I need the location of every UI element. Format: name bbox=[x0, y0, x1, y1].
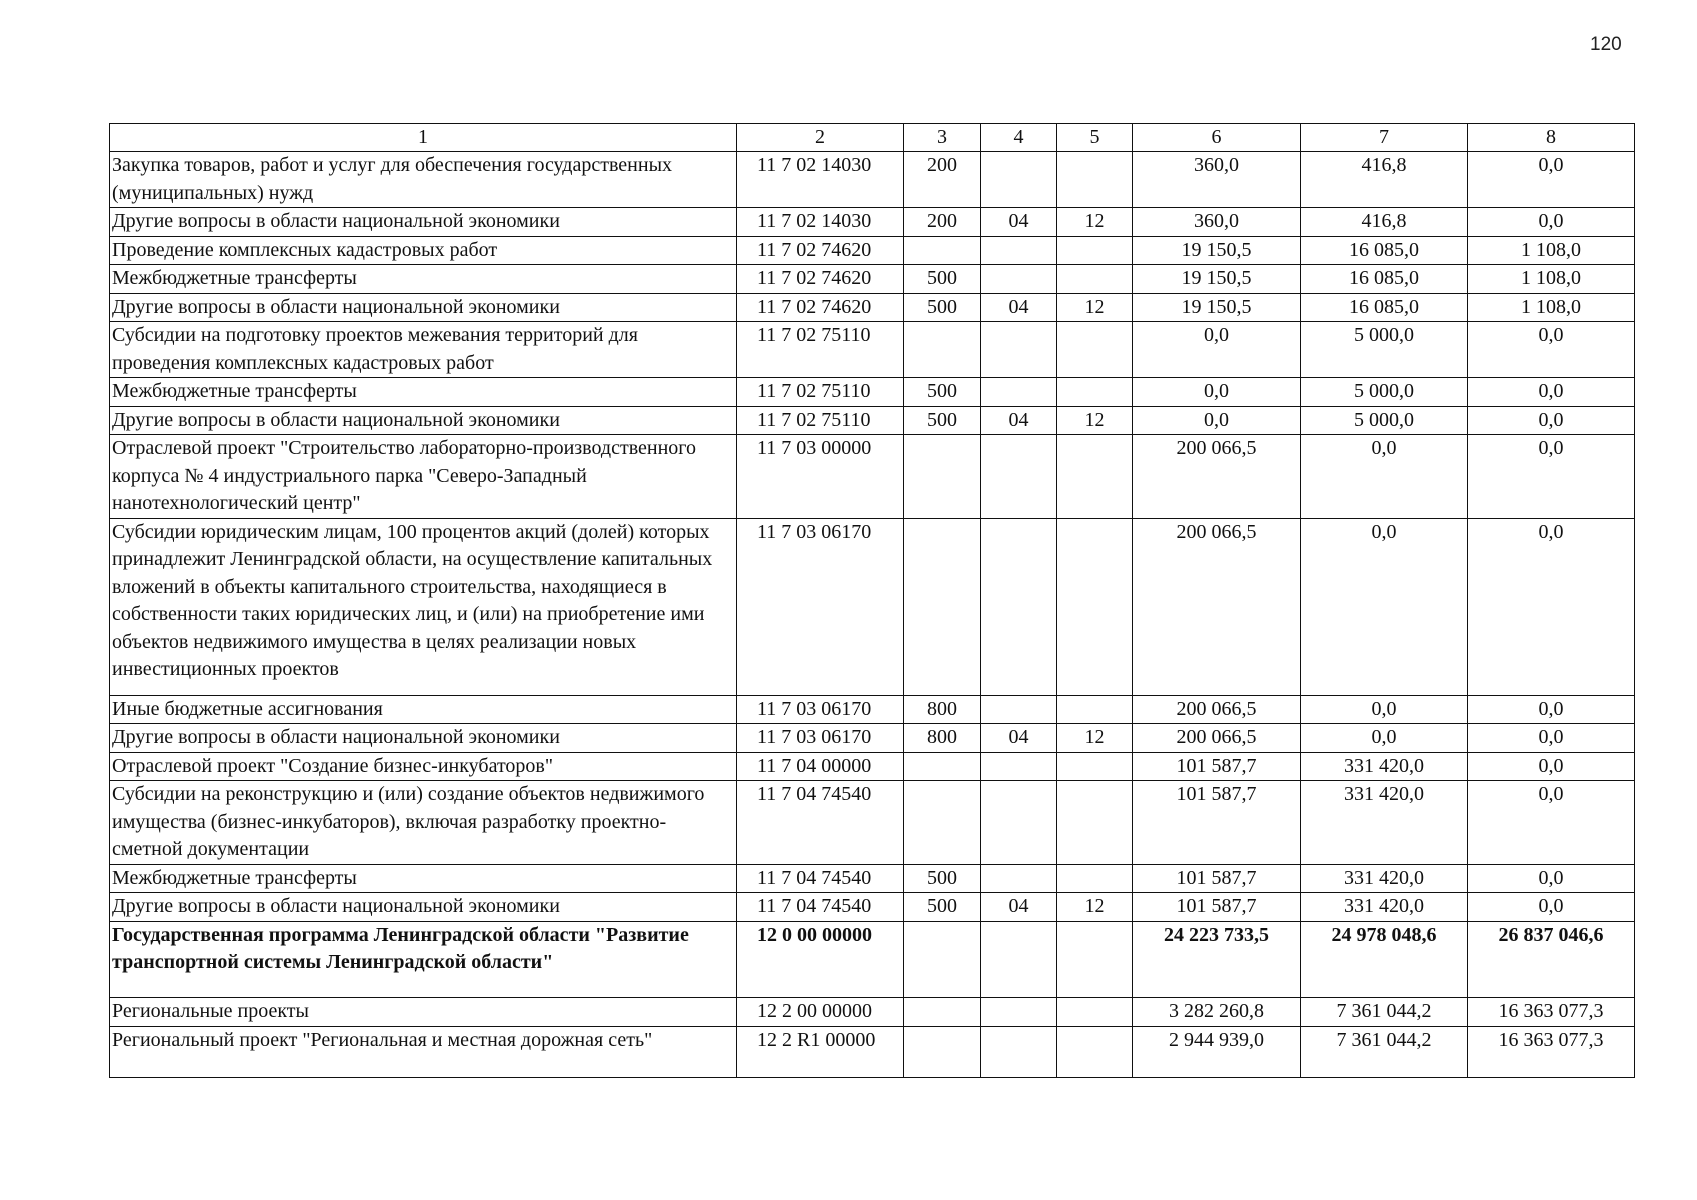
row-col-3 bbox=[904, 435, 981, 519]
row-col-3 bbox=[904, 322, 981, 378]
row-col-3 bbox=[904, 781, 981, 865]
row-value-7: 416,8 bbox=[1301, 152, 1468, 208]
row-code: 11 7 03 06170 bbox=[737, 695, 904, 724]
header-col-4: 4 bbox=[981, 124, 1057, 152]
row-value-6: 200 066,5 bbox=[1133, 435, 1301, 519]
row-col-3: 800 bbox=[904, 724, 981, 753]
row-value-6: 101 587,7 bbox=[1133, 893, 1301, 922]
header-col-1: 1 bbox=[110, 124, 737, 152]
table-row bbox=[110, 208, 1635, 237]
row-code: 12 2 R1 00000 bbox=[737, 1026, 904, 1077]
row-col-3: 500 bbox=[904, 893, 981, 922]
row-name: Субсидии на реконструкцию и (или) создание объектов недвижимого имущества (бизнес-инкубаторов), включая разработку проектно-сметной документации bbox=[110, 781, 737, 865]
row-name: Государственная программа Ленинградской области "Развитие транспортной системы Ленинградской области" bbox=[110, 921, 737, 998]
row-name: Другие вопросы в области национальной экономики bbox=[110, 406, 737, 435]
row-value-7: 0,0 bbox=[1301, 518, 1468, 695]
row-value-7: 7 361 044,2 bbox=[1301, 998, 1468, 1027]
row-value-8: 26 837 046,6 bbox=[1468, 921, 1635, 998]
row-value-6: 360,0 bbox=[1133, 152, 1301, 208]
table-row bbox=[110, 724, 1635, 753]
row-col-4 bbox=[981, 435, 1057, 519]
row-name: Региональные проекты bbox=[110, 998, 737, 1027]
table-row bbox=[110, 236, 1635, 265]
row-col-5 bbox=[1057, 921, 1133, 998]
row-name: Проведение комплексных кадастровых работ bbox=[110, 236, 737, 265]
row-name: Субсидии юридическим лицам, 100 процентов акций (долей) которых принадлежит Ленинградской области, на осуществление капитальных вложений в объекты капитального строительства, находящиеся в собственности таких юридических лиц, и (или) на приобретение ими объектов недвижимого имущества в целях реализации новых инвестиционных проектов bbox=[110, 518, 737, 695]
row-col-5: 12 bbox=[1057, 406, 1133, 435]
row-value-7: 331 420,0 bbox=[1301, 781, 1468, 865]
row-col-3: 800 bbox=[904, 695, 981, 724]
row-col-5 bbox=[1057, 236, 1133, 265]
row-col-4 bbox=[981, 695, 1057, 724]
row-col-5 bbox=[1057, 1026, 1133, 1077]
row-value-6: 200 066,5 bbox=[1133, 695, 1301, 724]
row-value-6: 360,0 bbox=[1133, 208, 1301, 237]
row-value-7: 24 978 048,6 bbox=[1301, 921, 1468, 998]
row-value-8: 0,0 bbox=[1468, 435, 1635, 519]
row-name: Отраслевой проект "Строительство лабораторно-производственного корпуса № 4 индустриального парка "Северо-Западный нанотехнологический центр" bbox=[110, 435, 737, 519]
row-value-7: 0,0 bbox=[1301, 724, 1468, 753]
table-header bbox=[110, 124, 1635, 152]
row-code: 12 2 00 00000 bbox=[737, 998, 904, 1027]
row-col-5 bbox=[1057, 781, 1133, 865]
row-col-5 bbox=[1057, 752, 1133, 781]
row-col-4 bbox=[981, 998, 1057, 1027]
row-col-5: 12 bbox=[1057, 893, 1133, 922]
row-col-5 bbox=[1057, 518, 1133, 695]
row-col-5 bbox=[1057, 265, 1133, 294]
row-code: 11 7 02 75110 bbox=[737, 322, 904, 378]
row-col-3 bbox=[904, 998, 981, 1027]
row-value-7: 331 420,0 bbox=[1301, 864, 1468, 893]
row-value-7: 0,0 bbox=[1301, 435, 1468, 519]
table-row bbox=[110, 781, 1635, 865]
table-row bbox=[110, 378, 1635, 407]
table-row bbox=[110, 265, 1635, 294]
table-row bbox=[110, 293, 1635, 322]
row-code: 12 0 00 00000 bbox=[737, 921, 904, 998]
row-name: Отраслевой проект "Создание бизнес-инкубаторов" bbox=[110, 752, 737, 781]
page-number: 120 bbox=[1590, 34, 1622, 55]
row-value-7: 416,8 bbox=[1301, 208, 1468, 237]
row-value-7: 16 085,0 bbox=[1301, 236, 1468, 265]
row-value-6: 19 150,5 bbox=[1133, 265, 1301, 294]
row-value-6: 0,0 bbox=[1133, 378, 1301, 407]
row-name: Иные бюджетные ассигнования bbox=[110, 695, 737, 724]
row-name: Закупка товаров, работ и услуг для обеспечения государственных (муниципальных) нужд bbox=[110, 152, 737, 208]
row-value-8: 0,0 bbox=[1468, 208, 1635, 237]
row-value-7: 7 361 044,2 bbox=[1301, 1026, 1468, 1077]
row-value-8: 1 108,0 bbox=[1468, 236, 1635, 265]
row-name: Другие вопросы в области национальной экономики bbox=[110, 293, 737, 322]
row-col-3: 500 bbox=[904, 265, 981, 294]
row-value-8: 0,0 bbox=[1468, 724, 1635, 753]
row-value-8: 0,0 bbox=[1468, 378, 1635, 407]
row-col-5: 12 bbox=[1057, 293, 1133, 322]
row-col-5: 12 bbox=[1057, 208, 1133, 237]
table-row bbox=[110, 864, 1635, 893]
row-value-7: 0,0 bbox=[1301, 695, 1468, 724]
row-code: 11 7 02 74620 bbox=[737, 293, 904, 322]
row-col-4: 04 bbox=[981, 293, 1057, 322]
header-col-3: 3 bbox=[904, 124, 981, 152]
row-value-7: 5 000,0 bbox=[1301, 378, 1468, 407]
row-col-4 bbox=[981, 518, 1057, 695]
row-col-5 bbox=[1057, 435, 1133, 519]
row-col-4 bbox=[981, 752, 1057, 781]
row-col-3: 200 bbox=[904, 152, 981, 208]
table-row bbox=[110, 695, 1635, 724]
row-code: 11 7 02 75110 bbox=[737, 378, 904, 407]
row-col-4: 04 bbox=[981, 724, 1057, 753]
row-value-7: 331 420,0 bbox=[1301, 893, 1468, 922]
row-value-6: 24 223 733,5 bbox=[1133, 921, 1301, 998]
row-value-7: 16 085,0 bbox=[1301, 265, 1468, 294]
row-name: Межбюджетные трансферты bbox=[110, 265, 737, 294]
row-value-8: 0,0 bbox=[1468, 152, 1635, 208]
row-name: Межбюджетные трансферты bbox=[110, 378, 737, 407]
header-row bbox=[110, 124, 1635, 152]
row-col-3: 500 bbox=[904, 864, 981, 893]
row-value-6: 101 587,7 bbox=[1133, 864, 1301, 893]
row-code: 11 7 02 75110 bbox=[737, 406, 904, 435]
row-col-3 bbox=[904, 236, 981, 265]
row-value-6: 200 066,5 bbox=[1133, 518, 1301, 695]
row-col-5 bbox=[1057, 378, 1133, 407]
row-col-4: 04 bbox=[981, 893, 1057, 922]
row-code: 11 7 04 74540 bbox=[737, 781, 904, 865]
row-col-4 bbox=[981, 921, 1057, 998]
row-col-3 bbox=[904, 752, 981, 781]
row-code: 11 7 02 14030 bbox=[737, 208, 904, 237]
row-value-6: 200 066,5 bbox=[1133, 724, 1301, 753]
row-code: 11 7 04 00000 bbox=[737, 752, 904, 781]
header-col-2: 2 bbox=[737, 124, 904, 152]
row-col-5 bbox=[1057, 998, 1133, 1027]
row-value-6: 101 587,7 bbox=[1133, 781, 1301, 865]
table-row bbox=[110, 921, 1635, 998]
row-value-6: 19 150,5 bbox=[1133, 236, 1301, 265]
table-row bbox=[110, 152, 1635, 208]
row-value-8: 0,0 bbox=[1468, 695, 1635, 724]
row-value-6: 0,0 bbox=[1133, 322, 1301, 378]
row-col-5 bbox=[1057, 864, 1133, 893]
row-value-8: 1 108,0 bbox=[1468, 265, 1635, 294]
row-code: 11 7 04 74540 bbox=[737, 864, 904, 893]
row-name: Межбюджетные трансферты bbox=[110, 864, 737, 893]
table-body bbox=[110, 152, 1635, 1078]
row-col-5 bbox=[1057, 322, 1133, 378]
row-value-8: 16 363 077,3 bbox=[1468, 998, 1635, 1027]
row-code: 11 7 02 74620 bbox=[737, 265, 904, 294]
row-col-4 bbox=[981, 781, 1057, 865]
row-value-7: 5 000,0 bbox=[1301, 322, 1468, 378]
row-col-3 bbox=[904, 921, 981, 998]
row-name: Другие вопросы в области национальной экономики bbox=[110, 208, 737, 237]
row-value-8: 0,0 bbox=[1468, 322, 1635, 378]
row-col-3: 500 bbox=[904, 378, 981, 407]
row-col-3 bbox=[904, 1026, 981, 1077]
row-code: 11 7 03 00000 bbox=[737, 435, 904, 519]
row-value-8: 0,0 bbox=[1468, 518, 1635, 695]
row-code: 11 7 02 74620 bbox=[737, 236, 904, 265]
row-value-8: 0,0 bbox=[1468, 406, 1635, 435]
row-name: Региональный проект "Региональная и местная дорожная сеть" bbox=[110, 1026, 737, 1077]
row-value-6: 3 282 260,8 bbox=[1133, 998, 1301, 1027]
table-row bbox=[110, 752, 1635, 781]
row-name: Другие вопросы в области национальной экономики bbox=[110, 893, 737, 922]
row-col-4 bbox=[981, 864, 1057, 893]
row-value-6: 2 944 939,0 bbox=[1133, 1026, 1301, 1077]
table-row bbox=[110, 1026, 1635, 1077]
row-col-3 bbox=[904, 518, 981, 695]
table-row bbox=[110, 998, 1635, 1027]
row-col-4 bbox=[981, 378, 1057, 407]
row-value-6: 101 587,7 bbox=[1133, 752, 1301, 781]
row-code: 11 7 02 14030 bbox=[737, 152, 904, 208]
row-col-4: 04 bbox=[981, 406, 1057, 435]
header-col-6: 6 bbox=[1133, 124, 1301, 152]
header-col-8: 8 bbox=[1468, 124, 1635, 152]
row-col-3: 200 bbox=[904, 208, 981, 237]
row-value-8: 0,0 bbox=[1468, 752, 1635, 781]
row-col-4 bbox=[981, 322, 1057, 378]
row-code: 11 7 04 74540 bbox=[737, 893, 904, 922]
row-col-4 bbox=[981, 1026, 1057, 1077]
row-col-4 bbox=[981, 236, 1057, 265]
row-col-3: 500 bbox=[904, 293, 981, 322]
row-value-6: 19 150,5 bbox=[1133, 293, 1301, 322]
row-code: 11 7 03 06170 bbox=[737, 518, 904, 695]
row-col-5 bbox=[1057, 152, 1133, 208]
header-col-5: 5 bbox=[1057, 124, 1133, 152]
row-value-8: 0,0 bbox=[1468, 864, 1635, 893]
row-code: 11 7 03 06170 bbox=[737, 724, 904, 753]
row-value-6: 0,0 bbox=[1133, 406, 1301, 435]
table-row bbox=[110, 435, 1635, 519]
row-name: Субсидии на подготовку проектов межевания территорий для проведения комплексных кадастровых работ bbox=[110, 322, 737, 378]
table-row bbox=[110, 406, 1635, 435]
table-row bbox=[110, 518, 1635, 695]
row-col-5 bbox=[1057, 695, 1133, 724]
row-col-4: 04 bbox=[981, 208, 1057, 237]
row-col-5: 12 bbox=[1057, 724, 1133, 753]
row-value-8: 0,0 bbox=[1468, 893, 1635, 922]
header-col-7: 7 bbox=[1301, 124, 1468, 152]
row-col-3: 500 bbox=[904, 406, 981, 435]
row-col-4 bbox=[981, 265, 1057, 294]
row-col-4 bbox=[981, 152, 1057, 208]
row-value-7: 331 420,0 bbox=[1301, 752, 1468, 781]
row-value-8: 1 108,0 bbox=[1468, 293, 1635, 322]
row-value-7: 5 000,0 bbox=[1301, 406, 1468, 435]
row-name: Другие вопросы в области национальной экономики bbox=[110, 724, 737, 753]
row-value-7: 16 085,0 bbox=[1301, 293, 1468, 322]
table-row bbox=[110, 893, 1635, 922]
row-value-8: 0,0 bbox=[1468, 781, 1635, 865]
row-value-8: 16 363 077,3 bbox=[1468, 1026, 1635, 1077]
budget-table bbox=[109, 123, 1635, 1078]
table-row bbox=[110, 322, 1635, 378]
